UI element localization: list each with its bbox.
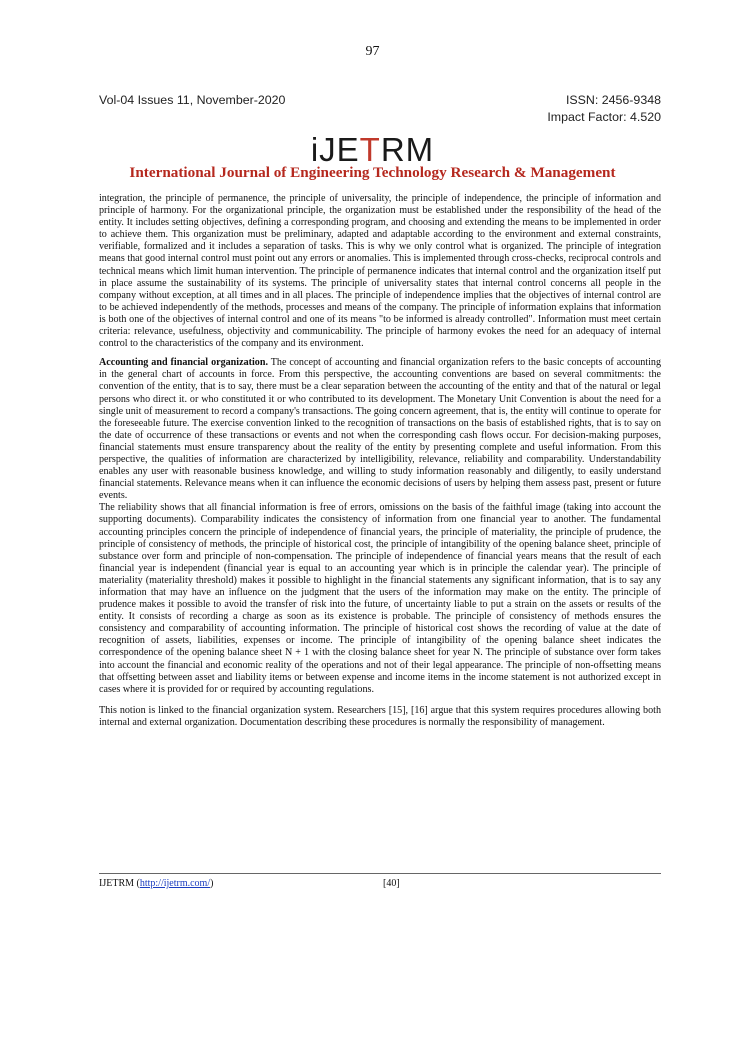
article-body — [99, 193, 661, 729]
paragraph-text: The concept of accounting and financial organization refers to the basic concepts of accounting in the general chart of accounts in force. From this perspective, the accounting conventions are based on several commitments: the convention of the entity, that is to say, there must be a clear separation between the accounting of the entity and that of the natural or legal persons who direct it. or who constituted it or who contributed to its development. The Monetary Unit Convention is about the need for a single unit of measurement to record a company's transactions. The going concern agreement, that is, the entity will continue to operate for the foreseeable future. The exercise convention linked to the recognition of transactions on the basis of established rights, that is to say on the date of occurrence of these transactions or events and not when the corresponding cash flows occur. For decision-making purposes, financial statements must ensure transparency about the reality of the entity by presenting complete and useful information. From this perspective, the qualities of information are characterized by intelligibility, relevance, reliability and comparability. Understandability enables any user with reasonable business knowledge, and willing to study information reasonably and diligently, to easily understand financial statements. Relevance means when it can influence the economic decisions of users by helping them assess past, present or future events. — [99, 357, 661, 502]
paragraph: integration, the principle of permanence, the principle of universality, the principle of independence, the principle of information and principle of harmony. For the organizational principle, the organization must be established under the responsibility of the head of the entity. It includes setting objectives, defining a corresponding program, and choosing and extending the means to be implemented in order to achieve them. This organization must be preliminary, adapted and adaptable according to the environment and external constraints, verifiable, formalized and it includes a separation of tasks. This is why we only control what is organized. The principle of integration means that good internal control must point out any errors or anomalies. This is implemented through cross-checks, reciprocal controls and technical means which limit human intervention. The principle of permanence indicates that internal control and the organization itself put in place assume the sustainability of its systems. The principle of universality states that internal control concerns all people in the company without exception, at all times and in all places. The principle of independence implies that the objectives of internal control are to be achieved independently of the methods, processes and means of the company. The principle of information explains that information is both one of the objectives of internal control and one of its means "to be informed is already controlled". Information must meet certain criteria: relevance, usefulness, objectivity and communicability. The principle of harmony evokes the need for an adequacy of internal control to the characteristics of the company and its environment. — [99, 193, 661, 350]
paragraph-accounting — [99, 357, 661, 502]
logo-text-post: RM — [380, 131, 435, 168]
logo-text-pre: iJE — [310, 131, 360, 168]
journal-title: International Journal of Engineering Technology Research & Management — [129, 164, 616, 181]
paragraph: The reliability shows that all financial information is free of errors, omissions on the basis of the faithful image (taking into account the supporting documents). Comparability indicates the consistency of information from one financial year to another. The fundamental accounting principles concern the principle of independence of financial years, the principle of materiality, the principle of prudence, the principle of consistency of methods, the principle of historical cost, the principle of intangibility of the opening balance sheet, principle of substance over form and principle of non-compensation. The principle of independence of financial years means that the result of each financial year is independent (financial year is equal to an accounting year which is in principle the calendar year). The principle of materiality (materiality threshold) makes it possible to highlight in the financial statements any significant information, that is to say any information that may have an influence on the judgment that the users of the information may make on the entity. The principle of prudence makes it possible to avoid the transfer of risk into the future, of uncertainty liable to put a strain on the assets or results of the entity. It consists of recording a charge as soon as its existence is probable. The principle of consistency of methods ensures the consistency and comparability of accounting information. The principle of historical cost shows the recording of value at the date of recognition of assets, liabilities, expenses or income. The principle of intangibility of the opening balance sheet indicates the correspondence of the opening balance sheet N + 1 with the closing balance sheet for year N. The principle of substance over form takes into account the financial and economic reality of the operations and not of their legal appearance. The principle of non-offsetting means that offsetting between asset and liability items or between expense and income items in the income statement is not authorized except in cases where it is provided for or required by accounting regulations. — [99, 502, 661, 695]
page-footer — [99, 878, 661, 890]
journal-link[interactable]: http://ijetrm.com/ — [139, 878, 211, 889]
issn-block — [547, 92, 661, 126]
impact-factor: Impact Factor: 4.520 — [547, 110, 661, 124]
footer-prefix: IJETRM ( — [99, 878, 140, 889]
volume-issue: Vol-04 Issues 11, November-2020 — [99, 93, 286, 107]
footer-page-number: [40] — [383, 878, 400, 889]
issn: ISSN: 2456-9348 — [565, 93, 661, 107]
footer-suffix: ) — [210, 878, 214, 889]
section-heading: Accounting and financial organization. — [99, 357, 268, 369]
logo-text-accent: T — [359, 131, 381, 168]
footer-divider — [99, 873, 661, 874]
paragraph: This notion is linked to the financial organization system. Researchers [15], [16] argue that this system requires procedures allowing both internal and external organization. Documentation describing these procedures is normally the responsibility of management. — [99, 704, 661, 728]
page-number: 97 — [365, 44, 380, 59]
journal-logo — [0, 132, 745, 168]
